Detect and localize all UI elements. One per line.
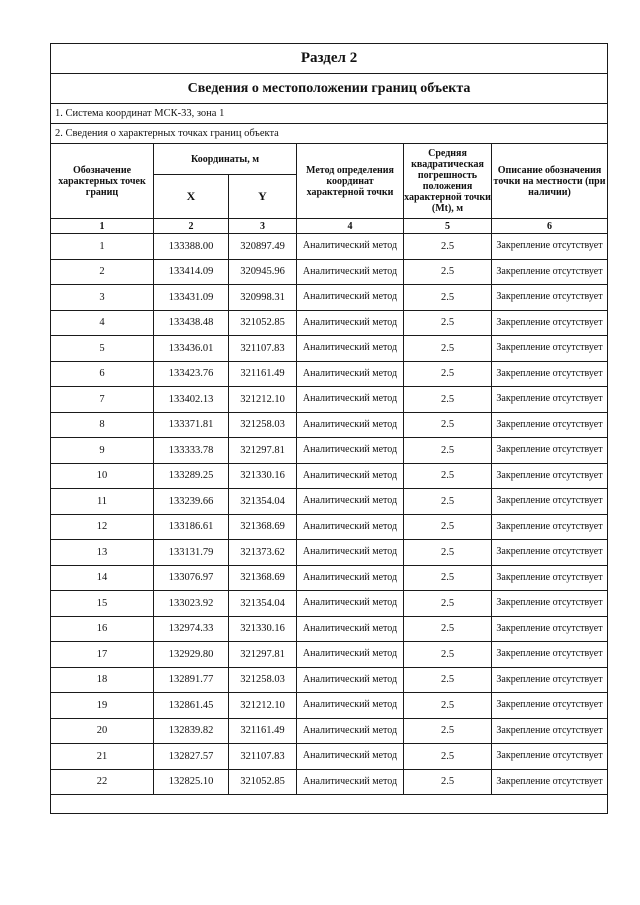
method: Аналитический метод xyxy=(297,616,404,642)
table-row xyxy=(51,234,608,260)
header-method: Метод определения координат характерной точки xyxy=(297,144,404,219)
description: Закрепление отсутствует xyxy=(492,565,608,591)
table-row xyxy=(51,667,608,693)
point-number: 4 xyxy=(51,310,154,336)
coord-y: 321258.03 xyxy=(229,412,297,438)
accuracy: 2.5 xyxy=(404,693,492,719)
column-number: 3 xyxy=(229,219,297,234)
coord-y: 321297.81 xyxy=(229,642,297,668)
method: Аналитический метод xyxy=(297,489,404,515)
method: Аналитический метод xyxy=(297,693,404,719)
table-row xyxy=(51,718,608,744)
coord-x: 132861.45 xyxy=(154,693,229,719)
coord-y: 321052.85 xyxy=(229,310,297,336)
table-row xyxy=(51,463,608,489)
method: Аналитический метод xyxy=(297,361,404,387)
coord-y: 321212.10 xyxy=(229,387,297,413)
coord-x: 133402.13 xyxy=(154,387,229,413)
point-number: 11 xyxy=(51,489,154,515)
coord-x: 133423.76 xyxy=(154,361,229,387)
point-number: 9 xyxy=(51,438,154,464)
point-number: 6 xyxy=(51,361,154,387)
description: Закрепление отсутствует xyxy=(492,336,608,362)
coord-x: 133239.66 xyxy=(154,489,229,515)
method: Аналитический метод xyxy=(297,667,404,693)
coord-x: 133333.78 xyxy=(154,438,229,464)
method: Аналитический метод xyxy=(297,769,404,795)
table-row xyxy=(51,285,608,311)
accuracy: 2.5 xyxy=(404,259,492,285)
description: Закрепление отсутствует xyxy=(492,667,608,693)
table-row xyxy=(51,387,608,413)
point-number: 1 xyxy=(51,234,154,260)
coord-x: 133186.61 xyxy=(154,514,229,540)
coord-y: 321330.16 xyxy=(229,463,297,489)
coord-x: 133414.09 xyxy=(154,259,229,285)
table-row xyxy=(51,591,608,617)
point-number: 22 xyxy=(51,769,154,795)
point-number: 16 xyxy=(51,616,154,642)
coord-x: 133371.81 xyxy=(154,412,229,438)
description: Закрепление отсутствует xyxy=(492,259,608,285)
description: Закрепление отсутствует xyxy=(492,769,608,795)
coord-x: 133388.00 xyxy=(154,234,229,260)
table-row xyxy=(51,769,608,795)
header-coordinates: Координаты, м xyxy=(154,144,297,175)
description: Закрепление отсутствует xyxy=(492,361,608,387)
method: Аналитический метод xyxy=(297,285,404,311)
method: Аналитический метод xyxy=(297,514,404,540)
coord-x: 133131.79 xyxy=(154,540,229,566)
accuracy: 2.5 xyxy=(404,642,492,668)
table-row xyxy=(51,310,608,336)
description: Закрепление отсутствует xyxy=(492,514,608,540)
accuracy: 2.5 xyxy=(404,310,492,336)
method: Аналитический метод xyxy=(297,336,404,362)
coord-y: 321354.04 xyxy=(229,591,297,617)
point-number: 10 xyxy=(51,463,154,489)
method: Аналитический метод xyxy=(297,438,404,464)
description: Закрепление отсутствует xyxy=(492,463,608,489)
method: Аналитический метод xyxy=(297,540,404,566)
method: Аналитический метод xyxy=(297,387,404,413)
accuracy: 2.5 xyxy=(404,361,492,387)
point-number: 2 xyxy=(51,259,154,285)
description: Закрепление отсутствует xyxy=(492,642,608,668)
method: Аналитический метод xyxy=(297,234,404,260)
description: Закрепление отсутствует xyxy=(492,285,608,311)
accuracy: 2.5 xyxy=(404,285,492,311)
table-row xyxy=(51,642,608,668)
document-page xyxy=(50,43,607,814)
section-title: Раздел 2 xyxy=(51,44,608,74)
description: Закрепление отсутствует xyxy=(492,718,608,744)
accuracy: 2.5 xyxy=(404,769,492,795)
accuracy: 2.5 xyxy=(404,565,492,591)
accuracy: 2.5 xyxy=(404,540,492,566)
table-row xyxy=(51,336,608,362)
table-row xyxy=(51,259,608,285)
description: Закрепление отсутствует xyxy=(492,591,608,617)
coord-y: 321107.83 xyxy=(229,744,297,770)
table-row xyxy=(51,412,608,438)
point-number: 19 xyxy=(51,693,154,719)
point-number: 8 xyxy=(51,412,154,438)
description: Закрепление отсутствует xyxy=(492,540,608,566)
empty-row xyxy=(51,795,608,814)
coord-y: 321161.49 xyxy=(229,361,297,387)
point-number: 21 xyxy=(51,744,154,770)
point-number: 20 xyxy=(51,718,154,744)
accuracy: 2.5 xyxy=(404,514,492,540)
coord-y: 321258.03 xyxy=(229,667,297,693)
column-numbers-row xyxy=(51,219,608,234)
method: Аналитический метод xyxy=(297,744,404,770)
coord-x: 132827.57 xyxy=(154,744,229,770)
header-x: X xyxy=(154,175,229,219)
table-row xyxy=(51,489,608,515)
accuracy: 2.5 xyxy=(404,387,492,413)
point-number: 12 xyxy=(51,514,154,540)
coord-y: 321107.83 xyxy=(229,336,297,362)
header-accuracy: Средняя квадратическая погрешность положения характерной точки (Mt), м xyxy=(404,144,492,219)
point-number: 18 xyxy=(51,667,154,693)
coord-y: 321161.49 xyxy=(229,718,297,744)
point-number: 13 xyxy=(51,540,154,566)
point-number: 3 xyxy=(51,285,154,311)
accuracy: 2.5 xyxy=(404,667,492,693)
accuracy: 2.5 xyxy=(404,591,492,617)
coord-x: 133436.01 xyxy=(154,336,229,362)
accuracy: 2.5 xyxy=(404,463,492,489)
coord-y: 321297.81 xyxy=(229,438,297,464)
coord-x: 133438.48 xyxy=(154,310,229,336)
coord-x: 133289.25 xyxy=(154,463,229,489)
method: Аналитический метод xyxy=(297,591,404,617)
accuracy: 2.5 xyxy=(404,438,492,464)
table-row xyxy=(51,540,608,566)
point-number: 17 xyxy=(51,642,154,668)
coordinate-system: 1. Система координат МСК-33, зона 1 xyxy=(51,104,608,124)
coord-y: 321052.85 xyxy=(229,769,297,795)
method: Аналитический метод xyxy=(297,310,404,336)
column-number: 5 xyxy=(404,219,492,234)
description: Закрепление отсутствует xyxy=(492,412,608,438)
coord-y: 320897.49 xyxy=(229,234,297,260)
coord-y: 321373.62 xyxy=(229,540,297,566)
coord-x: 133023.92 xyxy=(154,591,229,617)
description: Закрепление отсутствует xyxy=(492,310,608,336)
coord-x: 132891.77 xyxy=(154,667,229,693)
accuracy: 2.5 xyxy=(404,744,492,770)
column-number: 6 xyxy=(492,219,608,234)
points-caption: 2. Сведения о характерных точках границ объекта xyxy=(51,124,608,144)
coord-x: 132825.10 xyxy=(154,769,229,795)
header-designation: Обозначение характерных точек границ xyxy=(51,144,154,219)
description: Закрепление отсутствует xyxy=(492,616,608,642)
column-number: 4 xyxy=(297,219,404,234)
accuracy: 2.5 xyxy=(404,489,492,515)
empty-cell xyxy=(51,795,608,814)
description: Закрепление отсутствует xyxy=(492,438,608,464)
method: Аналитический метод xyxy=(297,463,404,489)
coord-x: 132929.80 xyxy=(154,642,229,668)
point-number: 7 xyxy=(51,387,154,413)
table-row xyxy=(51,514,608,540)
header-y: Y xyxy=(229,175,297,219)
boundary-points-table xyxy=(50,43,608,814)
coord-y: 320998.31 xyxy=(229,285,297,311)
description: Закрепление отсутствует xyxy=(492,387,608,413)
coord-x: 133076.97 xyxy=(154,565,229,591)
accuracy: 2.5 xyxy=(404,718,492,744)
coord-x: 132974.33 xyxy=(154,616,229,642)
table-row xyxy=(51,616,608,642)
coord-y: 320945.96 xyxy=(229,259,297,285)
object-title: Сведения о местоположении границ объекта xyxy=(51,74,608,104)
point-number: 14 xyxy=(51,565,154,591)
coord-x: 132839.82 xyxy=(154,718,229,744)
column-number: 1 xyxy=(51,219,154,234)
table-row xyxy=(51,361,608,387)
column-number: 2 xyxy=(154,219,229,234)
description: Закрепление отсутствует xyxy=(492,693,608,719)
description: Закрепление отсутствует xyxy=(492,744,608,770)
coord-y: 321368.69 xyxy=(229,514,297,540)
method: Аналитический метод xyxy=(297,259,404,285)
table-row xyxy=(51,693,608,719)
accuracy: 2.5 xyxy=(404,616,492,642)
accuracy: 2.5 xyxy=(404,412,492,438)
table-row xyxy=(51,744,608,770)
coord-y: 321330.16 xyxy=(229,616,297,642)
coord-y: 321354.04 xyxy=(229,489,297,515)
coord-x: 133431.09 xyxy=(154,285,229,311)
point-number: 5 xyxy=(51,336,154,362)
method: Аналитический метод xyxy=(297,565,404,591)
method: Аналитический метод xyxy=(297,642,404,668)
point-number: 15 xyxy=(51,591,154,617)
table-row xyxy=(51,565,608,591)
method: Аналитический метод xyxy=(297,412,404,438)
coord-y: 321212.10 xyxy=(229,693,297,719)
coord-y: 321368.69 xyxy=(229,565,297,591)
method: Аналитический метод xyxy=(297,718,404,744)
description: Закрепление отсутствует xyxy=(492,234,608,260)
accuracy: 2.5 xyxy=(404,336,492,362)
header-description: Описание обозначения точки на местности (при наличии) xyxy=(492,144,608,219)
description: Закрепление отсутствует xyxy=(492,489,608,515)
table-row xyxy=(51,438,608,464)
accuracy: 2.5 xyxy=(404,234,492,260)
